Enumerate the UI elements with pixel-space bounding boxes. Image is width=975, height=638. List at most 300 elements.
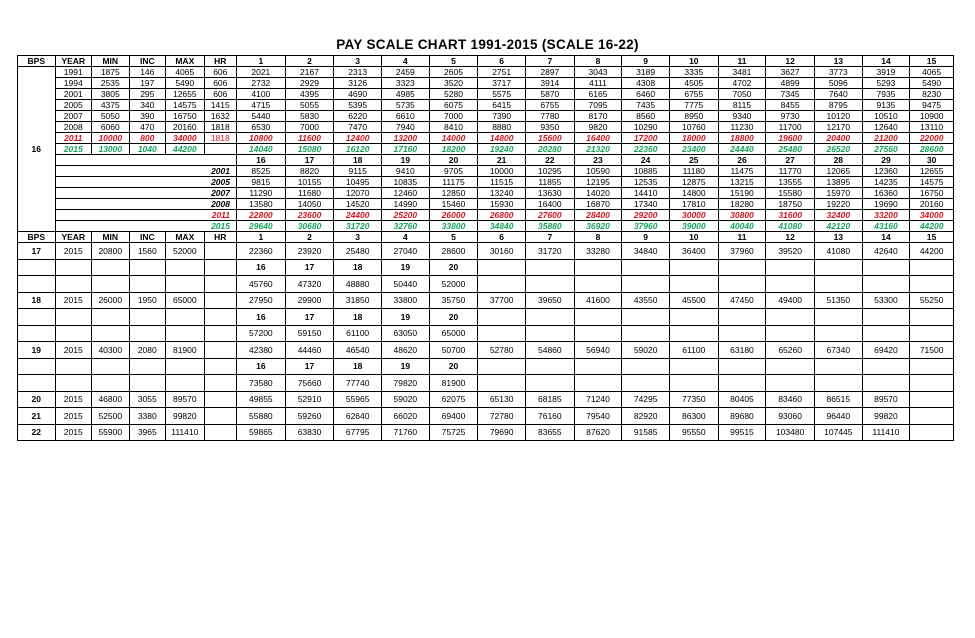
blank-cell — [92, 358, 130, 375]
blank-cell — [55, 358, 92, 375]
hr-cell — [204, 243, 236, 260]
stage-cell: 69420 — [862, 342, 910, 359]
blank-cell — [862, 325, 910, 342]
stage-cell: 55250 — [910, 292, 954, 309]
stage-cell: 12070 — [334, 188, 382, 199]
stage-cell: 11855 — [525, 177, 574, 188]
blank-cell — [166, 358, 205, 375]
stage-cell: 42120 — [814, 221, 862, 232]
blank-cell — [574, 358, 622, 375]
inc-cell: 2080 — [129, 342, 166, 359]
year-cell: 1994 — [55, 78, 92, 89]
stage-cell: 31600 — [766, 210, 815, 221]
stage-cell: 12170 — [814, 122, 862, 133]
inc-cell: 1560 — [129, 243, 166, 260]
max-cell: 65000 — [166, 292, 205, 309]
stage-cell: 8115 — [718, 100, 766, 111]
blank-cell — [18, 325, 56, 342]
bps-label: 19 — [18, 342, 56, 359]
stage-cell: 2605 — [429, 67, 478, 78]
column-header: 20 — [429, 309, 478, 326]
column-header: 17 — [285, 309, 334, 326]
stage-cell: 6075 — [429, 100, 478, 111]
blank-cell — [166, 309, 205, 326]
blank-cell — [129, 259, 166, 276]
stage-cell: 6530 — [237, 122, 286, 133]
blank-cell — [92, 276, 130, 293]
stage-cell: 4702 — [718, 78, 766, 89]
blank-cell — [204, 325, 236, 342]
stage-cell: 26800 — [478, 210, 526, 221]
stage-cell: 35750 — [429, 292, 478, 309]
column-header: 15 — [910, 56, 954, 67]
stage-cell: 14575 — [910, 177, 954, 188]
stage-cell: 31720 — [525, 243, 574, 260]
stage-cell: 12065 — [814, 166, 862, 177]
stage-cell: 63830 — [285, 424, 334, 441]
stage-cell: 3335 — [669, 67, 718, 78]
stage-cell: 2751 — [478, 67, 526, 78]
stage-cell: 42380 — [237, 342, 286, 359]
stage-cell — [910, 391, 954, 408]
max-cell: 99820 — [166, 408, 205, 425]
blank-cell — [478, 325, 526, 342]
stage-cell: 99820 — [862, 408, 910, 425]
stage-cell: 91585 — [622, 424, 670, 441]
stage-cell: 8455 — [766, 100, 815, 111]
hr-cell — [204, 292, 236, 309]
blank-cell — [862, 276, 910, 293]
stage-cell: 9705 — [429, 166, 478, 177]
blank-cell — [478, 358, 526, 375]
stage-cell: 8820 — [285, 166, 334, 177]
stage-cell: 8950 — [669, 111, 718, 122]
stage-cell: 3520 — [429, 78, 478, 89]
stage-cell: 14990 — [382, 199, 430, 210]
stage-cell: 23400 — [669, 144, 718, 155]
stage-cell: 79540 — [574, 408, 622, 425]
column-header: 12 — [766, 232, 815, 243]
blank-cell — [862, 309, 910, 326]
blank-cell — [525, 259, 574, 276]
inc-cell: 146 — [129, 67, 166, 78]
scale-row — [18, 424, 954, 441]
stage-cell: 7780 — [525, 111, 574, 122]
stage-cell: 11180 — [669, 166, 718, 177]
hr-cell: 1818 — [204, 122, 236, 133]
stage-cell: 5280 — [429, 89, 478, 100]
stage-cell: 52780 — [478, 342, 526, 359]
stage-cell: 45760 — [237, 276, 286, 293]
min-cell: 6060 — [92, 122, 130, 133]
stage-cell: 12195 — [574, 177, 622, 188]
max-cell: 34000 — [166, 133, 205, 144]
stage-cell: 10155 — [285, 177, 334, 188]
stage-cell: 4111 — [574, 78, 622, 89]
stage-cell: 69400 — [429, 408, 478, 425]
stage-cell: 14020 — [574, 188, 622, 199]
stage-cell: 4065 — [910, 67, 954, 78]
stage-cell: 11700 — [766, 122, 815, 133]
blank-cell — [862, 375, 910, 392]
stage-cell: 11175 — [429, 177, 478, 188]
hr-cell — [204, 391, 236, 408]
column-header: 21 — [478, 155, 526, 166]
blank-cell — [18, 259, 56, 276]
stage-cell: 9135 — [862, 100, 910, 111]
stage-cell: 75660 — [285, 375, 334, 392]
column-header: 5 — [429, 56, 478, 67]
stage-cell: 52000 — [429, 276, 478, 293]
year-cell: 2008 — [55, 122, 92, 133]
stage-cell: 7470 — [334, 122, 382, 133]
stage-cell: 17200 — [622, 133, 670, 144]
stage-cell: 13215 — [718, 177, 766, 188]
blank-cell — [622, 375, 670, 392]
stage-cell: 39650 — [525, 292, 574, 309]
blank-cell — [910, 309, 954, 326]
stage-cell: 111410 — [862, 424, 910, 441]
stage-cell: 53300 — [862, 292, 910, 309]
year-cell: 2007 — [55, 188, 236, 199]
column-header: 14 — [862, 232, 910, 243]
blank-cell — [910, 325, 954, 342]
year-cell: 2005 — [55, 100, 92, 111]
column-header: 18 — [334, 155, 382, 166]
blank-cell — [18, 358, 56, 375]
max-cell: 111410 — [166, 424, 205, 441]
stage-cell: 73580 — [237, 375, 286, 392]
stage-cell: 6415 — [478, 100, 526, 111]
scale-row — [18, 144, 954, 155]
stage-cell: 32760 — [382, 221, 430, 232]
year-cell: 1991 — [55, 67, 92, 78]
column-header: 13 — [814, 56, 862, 67]
blank-cell — [718, 325, 766, 342]
stage-cell: 4100 — [237, 89, 286, 100]
stage-cell: 6755 — [669, 89, 718, 100]
stage-cell: 7775 — [669, 100, 718, 111]
stage-cell: 55965 — [334, 391, 382, 408]
stage-cell: 7000 — [285, 122, 334, 133]
stage-cell: 41080 — [814, 243, 862, 260]
min-cell: 55900 — [92, 424, 130, 441]
blank-cell — [55, 309, 92, 326]
stage-cell: 5575 — [478, 89, 526, 100]
stage-cell: 54860 — [525, 342, 574, 359]
column-header: MIN — [92, 56, 130, 67]
column-header: 18 — [334, 259, 382, 276]
stage-cell: 19220 — [814, 199, 862, 210]
blank-cell — [574, 325, 622, 342]
blank-cell — [766, 375, 815, 392]
scale-row — [18, 122, 954, 133]
stage-cell: 24400 — [334, 210, 382, 221]
column-header: 16 — [237, 155, 286, 166]
column-header: 25 — [669, 155, 718, 166]
stage-cell: 18800 — [718, 133, 766, 144]
stage-cell: 7345 — [766, 89, 815, 100]
stage-cell: 10295 — [525, 166, 574, 177]
stage-cell: 37960 — [622, 221, 670, 232]
min-cell: 1875 — [92, 67, 130, 78]
stage-cell: 10290 — [622, 122, 670, 133]
stage-cell: 29200 — [622, 210, 670, 221]
hr-cell — [204, 424, 236, 441]
min-cell: 13000 — [92, 144, 130, 155]
stage-cell: 22000 — [910, 133, 954, 144]
stage-cell: 44200 — [910, 221, 954, 232]
blank-cell — [622, 325, 670, 342]
stage-cell: 15600 — [525, 133, 574, 144]
stage-cell: 30000 — [669, 210, 718, 221]
column-header: 19 — [382, 259, 430, 276]
stage-cell: 74295 — [622, 391, 670, 408]
stage-cell: 82920 — [622, 408, 670, 425]
stage-cell: 22360 — [622, 144, 670, 155]
blank-cell — [622, 358, 670, 375]
max-cell: 44200 — [166, 144, 205, 155]
stage-cell: 52910 — [285, 391, 334, 408]
stage-cell: 4505 — [669, 78, 718, 89]
year-cell: 2015 — [55, 221, 236, 232]
column-header: 10 — [669, 56, 718, 67]
year-cell: 2015 — [55, 342, 92, 359]
stage-cell: 4715 — [237, 100, 286, 111]
column-header: 7 — [525, 56, 574, 67]
stage-cell: 59260 — [285, 408, 334, 425]
stage-cell: 79820 — [382, 375, 430, 392]
blank-cell — [55, 325, 92, 342]
blank-cell — [166, 259, 205, 276]
stage-cell: 41080 — [766, 221, 815, 232]
blank-cell — [814, 375, 862, 392]
min-cell: 2535 — [92, 78, 130, 89]
stage-cell: 44200 — [910, 243, 954, 260]
blank-cell — [55, 259, 92, 276]
blank-cell — [166, 375, 205, 392]
blank-cell — [18, 375, 56, 392]
stage-cell: 3919 — [862, 67, 910, 78]
extension-header-row — [18, 155, 954, 166]
stage-cell: 21320 — [574, 144, 622, 155]
stage-cell: 48620 — [382, 342, 430, 359]
scale-row — [18, 133, 954, 144]
stage-cell: 63180 — [718, 342, 766, 359]
extension-header-row — [18, 358, 954, 375]
blank-cell — [574, 309, 622, 326]
stage-cell: 17810 — [669, 199, 718, 210]
column-header: 12 — [766, 56, 815, 67]
stage-cell: 9475 — [910, 100, 954, 111]
stage-cell: 32400 — [814, 210, 862, 221]
stage-cell: 79690 — [478, 424, 526, 441]
extension-row — [18, 221, 954, 232]
inc-cell: 470 — [129, 122, 166, 133]
stage-cell: 34840 — [622, 243, 670, 260]
stage-cell: 8410 — [429, 122, 478, 133]
stage-cell: 49400 — [766, 292, 815, 309]
blank-cell — [814, 309, 862, 326]
blank-cell — [18, 276, 56, 293]
stage-cell: 14520 — [334, 199, 382, 210]
inc-cell: 3380 — [129, 408, 166, 425]
stage-cell: 9115 — [334, 166, 382, 177]
column-header: 1 — [237, 232, 286, 243]
blank-cell — [92, 259, 130, 276]
stage-cell: 47450 — [718, 292, 766, 309]
stage-cell: 43550 — [622, 292, 670, 309]
blank-cell — [478, 309, 526, 326]
stage-cell: 29900 — [285, 292, 334, 309]
stage-cell: 13630 — [525, 188, 574, 199]
stage-cell: 59865 — [237, 424, 286, 441]
stage-cell: 41600 — [574, 292, 622, 309]
stage-cell: 23920 — [285, 243, 334, 260]
stage-cell: 71240 — [574, 391, 622, 408]
extension-row — [18, 276, 954, 293]
column-header: HR — [204, 232, 236, 243]
blank-cell — [166, 325, 205, 342]
scale-row — [18, 67, 954, 78]
min-cell: 3805 — [92, 89, 130, 100]
blank-cell — [718, 259, 766, 276]
stage-cell: 77350 — [669, 391, 718, 408]
stage-cell: 37700 — [478, 292, 526, 309]
stage-cell: 87620 — [574, 424, 622, 441]
inc-cell: 3965 — [129, 424, 166, 441]
column-header: 8 — [574, 56, 622, 67]
stage-cell: 2021 — [237, 67, 286, 78]
column-header: YEAR — [55, 56, 92, 67]
hr-cell — [204, 342, 236, 359]
stage-cell: 20280 — [525, 144, 574, 155]
stage-cell: 65260 — [766, 342, 815, 359]
stage-cell: 18750 — [766, 199, 815, 210]
stage-cell: 10590 — [574, 166, 622, 177]
min-cell: 5050 — [92, 111, 130, 122]
stage-cell: 3773 — [814, 67, 862, 78]
stage-cell: 86515 — [814, 391, 862, 408]
header-row — [18, 232, 954, 243]
stage-cell: 20400 — [814, 133, 862, 144]
column-header: 27 — [766, 155, 815, 166]
stage-cell: 36400 — [669, 243, 718, 260]
stage-cell: 12360 — [862, 166, 910, 177]
blank-cell — [18, 309, 56, 326]
blank-cell — [910, 276, 954, 293]
blank-cell — [204, 259, 236, 276]
stage-cell: 2167 — [285, 67, 334, 78]
column-header: 2 — [285, 56, 334, 67]
blank-cell — [204, 358, 236, 375]
stage-cell: 16360 — [862, 188, 910, 199]
stage-cell: 17160 — [382, 144, 430, 155]
stage-cell: 59020 — [622, 342, 670, 359]
stage-cell: 14800 — [478, 133, 526, 144]
stage-cell: 67795 — [334, 424, 382, 441]
blank-cell — [814, 276, 862, 293]
blank-cell — [129, 375, 166, 392]
bps-label: 21 — [18, 408, 56, 425]
column-header: HR — [204, 56, 236, 67]
stage-cell: 11290 — [237, 188, 286, 199]
stage-cell: 33800 — [429, 221, 478, 232]
stage-cell: 95550 — [669, 424, 718, 441]
extension-row — [18, 177, 954, 188]
max-cell: 4065 — [166, 67, 205, 78]
stage-cell: 80405 — [718, 391, 766, 408]
max-cell: 81900 — [166, 342, 205, 359]
year-cell: 2015 — [55, 243, 92, 260]
year-cell: 2007 — [55, 111, 92, 122]
inc-cell: 1950 — [129, 292, 166, 309]
column-header: 7 — [525, 232, 574, 243]
column-header: 4 — [382, 56, 430, 67]
blank-cell — [862, 259, 910, 276]
stage-cell: 89570 — [862, 391, 910, 408]
stage-cell: 33280 — [574, 243, 622, 260]
blank-cell — [910, 358, 954, 375]
blank-cell — [129, 276, 166, 293]
min-cell: 52500 — [92, 408, 130, 425]
hr-cell: 1818 — [204, 133, 236, 144]
stage-cell: 81900 — [429, 375, 478, 392]
bps-label: 20 — [18, 391, 56, 408]
stage-cell: 4690 — [334, 89, 382, 100]
scale-row — [18, 89, 954, 100]
stage-cell: 6460 — [622, 89, 670, 100]
stage-cell: 39000 — [669, 221, 718, 232]
stage-cell: 36920 — [574, 221, 622, 232]
stage-cell: 13895 — [814, 177, 862, 188]
inc-cell: 340 — [129, 100, 166, 111]
max-cell: 89570 — [166, 391, 205, 408]
stage-cell: 12655 — [910, 166, 954, 177]
stage-cell: 76160 — [525, 408, 574, 425]
stage-cell: 5096 — [814, 78, 862, 89]
stage-cell: 71760 — [382, 424, 430, 441]
stage-cell: 4308 — [622, 78, 670, 89]
stage-cell: 3627 — [766, 67, 815, 78]
min-cell: 26000 — [92, 292, 130, 309]
stage-cell: 65130 — [478, 391, 526, 408]
stage-cell: 5830 — [285, 111, 334, 122]
column-header: 17 — [285, 358, 334, 375]
stage-cell: 18280 — [718, 199, 766, 210]
stage-cell: 15460 — [429, 199, 478, 210]
stage-cell: 28400 — [574, 210, 622, 221]
blank-cell — [669, 309, 718, 326]
column-header: 20 — [429, 259, 478, 276]
stage-cell: 10800 — [237, 133, 286, 144]
blank-cell — [622, 309, 670, 326]
blank-cell — [718, 375, 766, 392]
blank-cell — [55, 276, 92, 293]
blank-cell — [166, 276, 205, 293]
stage-cell: 71500 — [910, 342, 954, 359]
stage-cell: 7390 — [478, 111, 526, 122]
column-header: 16 — [237, 259, 286, 276]
column-header: 28 — [814, 155, 862, 166]
stage-cell: 7940 — [382, 122, 430, 133]
stage-cell: 2459 — [382, 67, 430, 78]
stage-cell: 47320 — [285, 276, 334, 293]
blank-cell — [718, 276, 766, 293]
column-header: 22 — [525, 155, 574, 166]
stage-cell: 83460 — [766, 391, 815, 408]
stage-cell: 2929 — [285, 78, 334, 89]
